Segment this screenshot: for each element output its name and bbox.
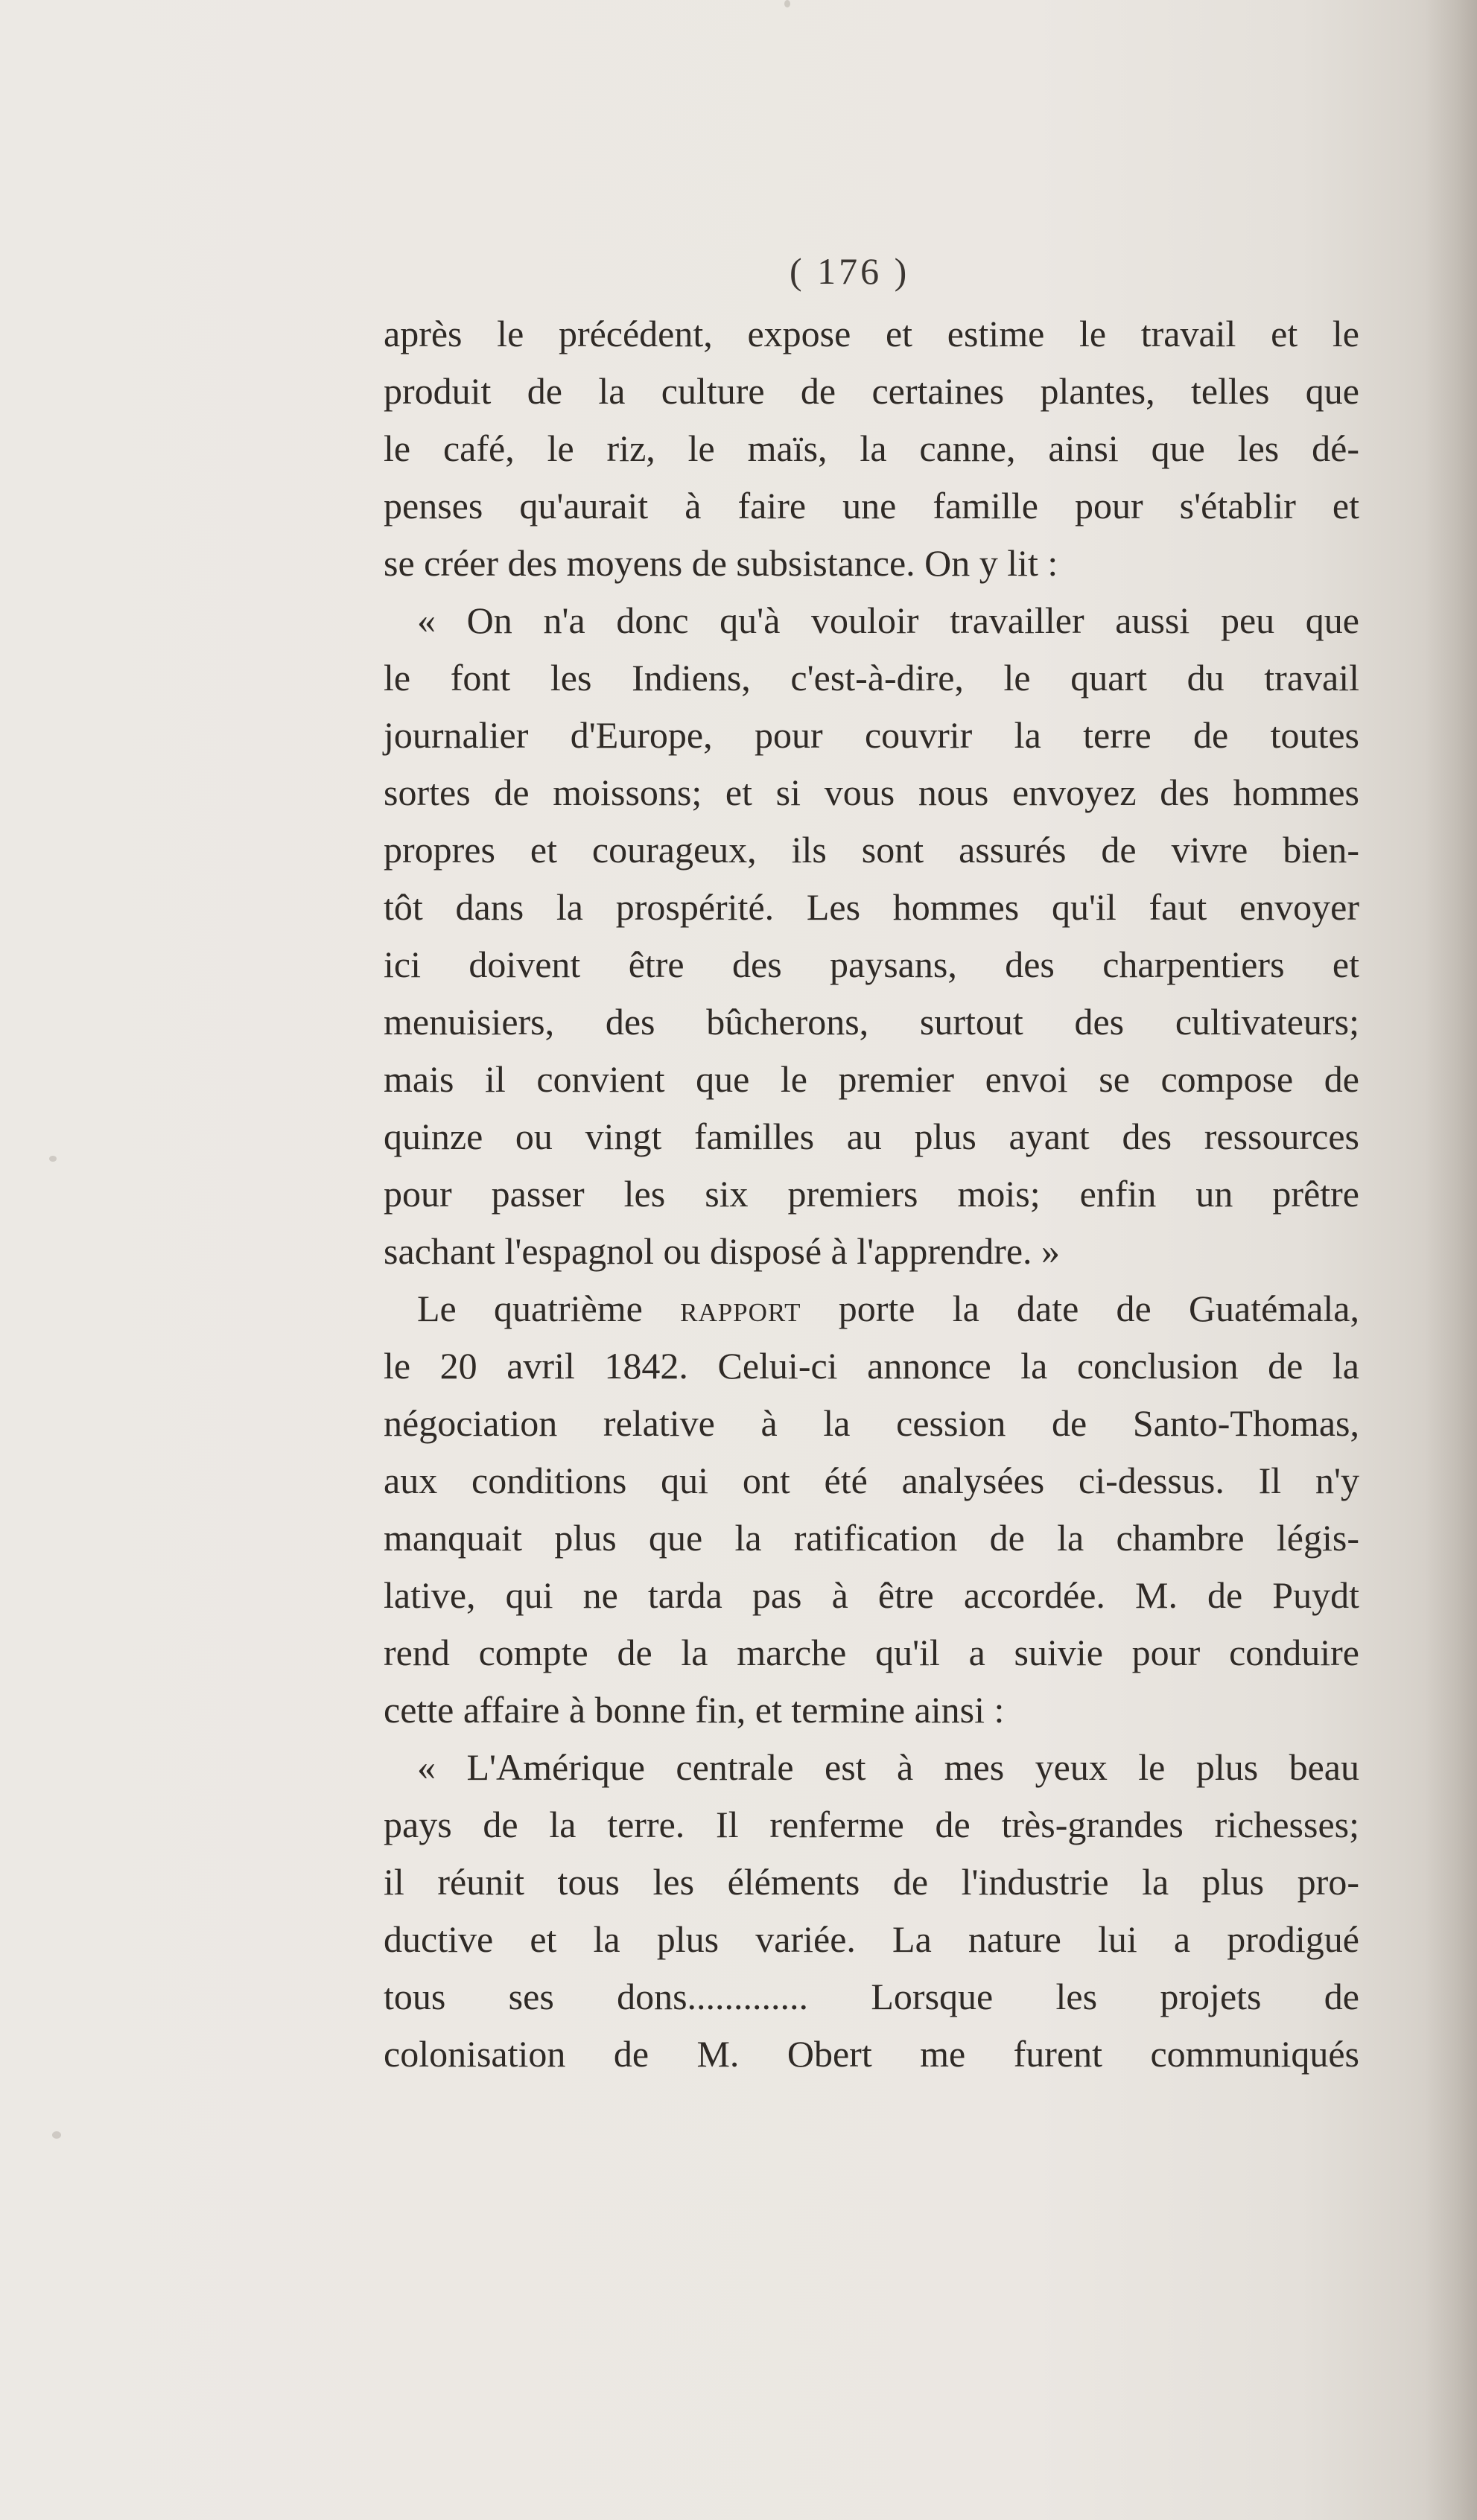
text-line: il réunit tous les éléments de l'industrie la plus pro-	[384, 1861, 1359, 1903]
text-line: tôt dans la prospérité. Les hommes qu'il faut envoyer	[384, 886, 1359, 928]
rapport-smallcaps: rapport	[680, 1288, 801, 1329]
text-line: aux conditions qui ont été analysées ci-dessus. Il n'y	[384, 1460, 1359, 1501]
paragraph-group-2	[384, 1337, 1359, 2083]
text-line: lative, qui ne tarda pas à être accordée. M. de Puydt	[384, 1574, 1359, 1616]
page-gutter-shadow	[1425, 0, 1477, 2520]
text-line: pays de la terre. Il renferme de très-grandes richesses;	[384, 1804, 1359, 1845]
paper-speck	[52, 2131, 61, 2139]
text-line: négociation relative à la cession de Santo-Thomas,	[384, 1402, 1359, 1444]
text-line: le font les Indiens, c'est-à-dire, le quart du travail	[384, 657, 1359, 699]
text-line: sachant l'espagnol ou disposé à l'apprendre. »	[384, 1230, 1061, 1272]
text-line: ici doivent être des paysans, des charpentiers et	[384, 944, 1359, 985]
text-line: propres et courageux, ils sont assurés de vivre bien-	[384, 829, 1359, 871]
text-line: journalier d'Europe, pour couvrir la terre de toutes	[384, 714, 1359, 756]
text-line: sortes de moissons; et si vous nous envoyez des hommes	[384, 771, 1359, 813]
paper-speck	[49, 1156, 57, 1162]
page-number: ( 176 )	[790, 250, 910, 292]
text-line-rapport	[384, 1280, 1359, 1337]
text-line: rend compte de la marche qu'il a suivie pour conduire	[384, 1632, 1359, 1673]
text-line: « L'Amérique centrale est à mes yeux le plus beau	[417, 1746, 1359, 1788]
text-line: le 20 avril 1842. Celui-ci annonce la conclusion de la	[384, 1345, 1359, 1387]
paragraph-group-1	[384, 305, 1359, 1280]
text-line: produit de la culture de certaines plantes, telles que	[384, 370, 1359, 412]
text-line: ductive et la plus variée. La nature lui a prodigué	[384, 1918, 1359, 1960]
text-line: manquait plus que la ratification de la chambre légis-	[384, 1517, 1359, 1559]
text-line: quinze ou vingt familles au plus ayant des ressources	[384, 1116, 1359, 1157]
text-line: pour passer les six premiers mois; enfin un prêtre	[384, 1173, 1359, 1215]
body-text	[384, 305, 1359, 2083]
text-line: tous ses dons............. Lorsque les projets de	[384, 1976, 1359, 2017]
text-line: « On n'a donc qu'à vouloir travailler aussi peu que	[417, 599, 1359, 641]
text-line: se créer des moyens de subsistance. On y lit :	[384, 542, 1058, 584]
text-line: cette affaire à bonne fin, et termine ainsi :	[384, 1689, 1005, 1731]
rapport-line-end: porte la date de Guatémala,	[801, 1288, 1360, 1329]
rapport-line-start: Le quatrième	[417, 1288, 681, 1329]
text-line: menuisiers, des bûcherons, surtout des cultivateurs;	[384, 1001, 1359, 1043]
paper-speck	[784, 0, 790, 7]
text-line: après le précédent, expose et estime le travail et le	[384, 313, 1359, 354]
text-line: colonisation de M. Obert me furent communiqués	[384, 2033, 1359, 2075]
text-line: mais il convient que le premier envoi se compose de	[384, 1058, 1359, 1100]
text-line: le café, le riz, le maïs, la canne, ainsi que les dé-	[384, 427, 1359, 469]
text-line: penses qu'aurait à faire une famille pour s'établir et	[384, 485, 1359, 526]
